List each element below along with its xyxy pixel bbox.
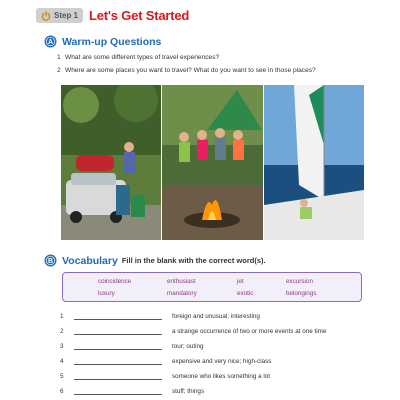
page-title: Let's Get Started xyxy=(89,8,190,23)
answer-blank[interactable] xyxy=(74,389,162,395)
list-item: 5 someone who likes something a lot xyxy=(60,373,271,380)
answer-blank[interactable] xyxy=(74,359,162,365)
warmup-header xyxy=(44,35,161,48)
word-bank-item: exotic xyxy=(237,290,254,297)
answer-blank[interactable] xyxy=(74,329,162,335)
section-a-icon xyxy=(44,35,57,48)
word-bank-item: mandatory xyxy=(167,290,197,297)
vocabulary-title: Vocabulary xyxy=(62,254,118,267)
answer-blank[interactable] xyxy=(74,314,162,320)
list-item: 6 stuff; things xyxy=(60,388,205,395)
section-b-icon xyxy=(44,254,57,267)
answer-blank[interactable] xyxy=(74,344,162,350)
step-header xyxy=(36,8,189,23)
list-item: 4 expensive and very nice; high-class xyxy=(60,358,272,365)
sailing-photo xyxy=(264,85,364,240)
word-bank-item: enthusiast xyxy=(167,278,196,285)
power-icon xyxy=(41,11,51,21)
car-trip-photo xyxy=(61,85,161,240)
camping-photo xyxy=(162,85,263,240)
vocabulary-instruction: Fill in the blank with the correct word(s). xyxy=(121,256,266,265)
word-bank-item: belongings xyxy=(286,290,317,297)
step-badge xyxy=(36,8,83,23)
word-bank-item: coincidence xyxy=(98,278,132,285)
question-1: 1 What are some different types of travel experiences? xyxy=(57,54,220,61)
list-item: 2 a strange occurrence of two or more events at one time xyxy=(60,328,327,335)
question-2: 2 Where are some places you want to travel? What do you want to see in those places? xyxy=(57,67,316,74)
word-bank xyxy=(62,272,362,302)
svg-text:B: B xyxy=(47,258,54,265)
word-bank-item: luxury xyxy=(98,290,115,297)
vocabulary-header xyxy=(44,254,266,267)
word-bank-item: excursion xyxy=(286,278,313,285)
list-item: 3 tour; outing xyxy=(60,343,204,350)
answer-blank[interactable] xyxy=(74,374,162,380)
svg-text:A: A xyxy=(47,39,54,46)
step-label: Step 1 xyxy=(54,11,79,20)
word-bank-item: jet xyxy=(237,278,244,285)
list-item: 1 foreign and unusual; interesting xyxy=(60,313,260,320)
warmup-title: Warm-up Questions xyxy=(62,35,162,48)
